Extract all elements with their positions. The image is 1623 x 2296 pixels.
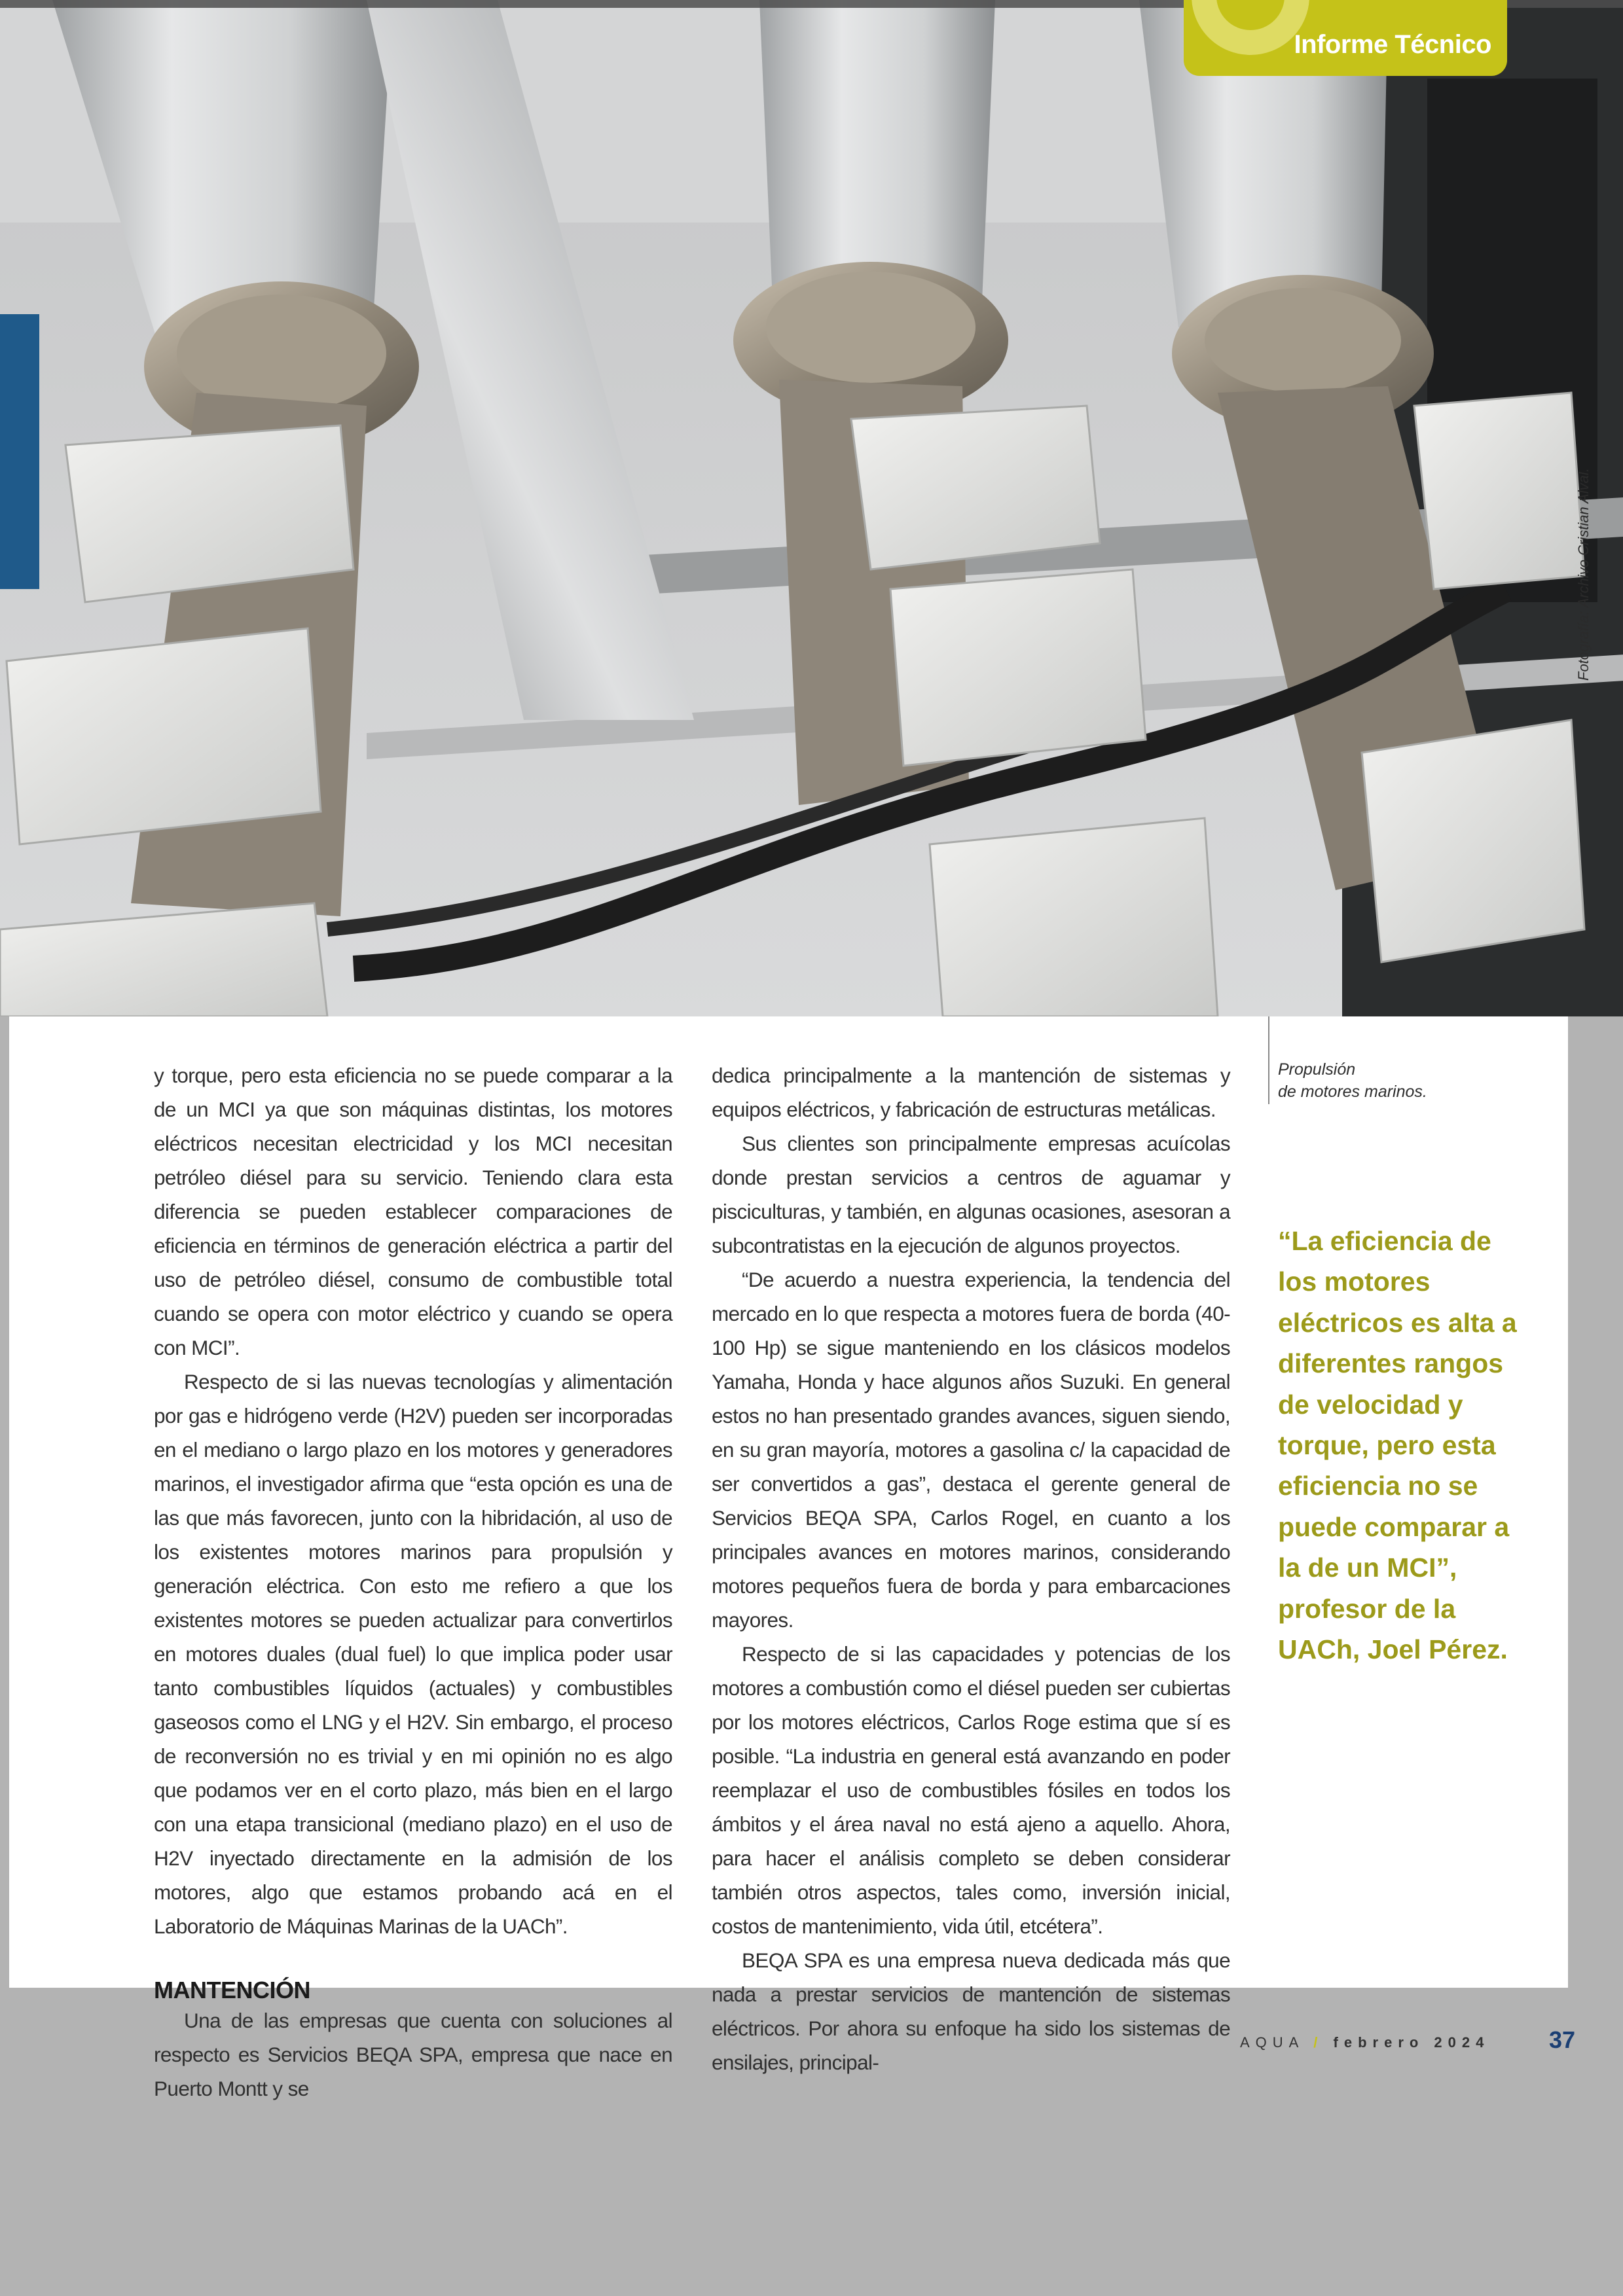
article-column-left	[154, 1058, 672, 2106]
page-number: 37	[1549, 2026, 1576, 2053]
paragraph: y torque, pero esta eficiencia no se puede comparar a la de un MCI ya que son máquinas distintas, los motores eléctricos necesitan electricidad y los MCI necesitan petróleo diésel para su servicio. Teniendo clara esta diferencia se pueden establecer comparaciones de eficiencia en términos de generación eléctrica a partir del uso de petróleo diésel, consumo de combustible total cuando se opera con motor eléctrico y cuando se opera con MCI”.	[154, 1064, 672, 1359]
pull-quote: “La eficiencia de los motores eléctricos es alta a diferentes rangos de velocidad y torque, pero esta eficiencia no se puede comparar a la de un MCI”, profesor de la UACh, Joel Pérez.	[1278, 1226, 1517, 1665]
paragraph: Respecto de si las nuevas tecnologías y alimentación por gas e hidrógeno verde (H2V) pueden ser incorporadas en el mediano o largo plazo en los motores y generadores marinos, el investigador afirma que “esta opción es una de las que más favorecen, junto con la hibridación, al uso de los existentes motores marinos para propulsión y generación eléctrica. Con esto me refiero a que los existentes motores se pueden actualizar para convertirlos en motores duales (dual fuel) lo que implica poder usar tanto combustibles líquidos (actuales) y combustibles gaseosos como el LNG y el H2V. Sin embargo, el proceso de reconversión no es trivial y en mi opinión no es algo que podamos ver en el corto plazo, más bien en el largo con una etapa transicional (mediano plazo) en el uso de H2V inyectado directamente en la admisión de los motores, algo que estamos probando acá en el Laboratorio de Máquinas Marinas de la UACh”.	[154, 1370, 672, 1938]
section-tab	[1184, 0, 1507, 76]
issue-date: febrero 2024	[1333, 2034, 1490, 2051]
marine-propulsion-illustration	[0, 0, 1623, 1016]
photo-credit: Fotografía: Archivo Cristian Alval.	[1575, 468, 1592, 681]
article-photo	[0, 0, 1623, 1016]
paragraph: dedica principalmente a la mantención de sistemas y equipos eléctricos, y fabricación de estructuras metálicas.	[712, 1064, 1230, 1121]
article-column-middle	[712, 1058, 1230, 2079]
paragraph: Respecto de si las capacidades y potencias de los motores a combustión como el diésel pueden ser cubiertas por los motores eléctricos, Carlos Roge estima que sí es posible. “La industria en general está avanzando en poder reemplazar el uso de combustibles fósiles en todos los ámbitos y el área naval no está ajeno a aquello. Ahora, para hacer el análisis completo se deben considerar también otros aspectos, tales como, inversión inicial, costos de mantenimiento, vida útil, etcétera”.	[712, 1642, 1230, 1938]
paragraph: Sus clientes son principalmente empresas acuícolas donde prestan servicios a centros de aguamar y pisciculturas, y también, en algunas ocasiones, asesoran a subcontratistas en la ejecución de algunos proyectos.	[712, 1132, 1230, 1257]
footer-publication	[1240, 2034, 1489, 2051]
paragraph: “De acuerdo a nuestra experiencia, la tendencia del mercado en lo que respecta a motores fuera de borda (40-100 Hp) se sigue manteniendo en los clásicos modelos Yamaha, Honda y hace algunos años Suzuki. En general estos no han presentado grandes avances, siguen siendo, en su gran mayoría, motores a gasolina c/ la capacidad de ser convertidos a gas”, destaca el gerente general de Servicios BEQA SPA, Carlos Rogel, en cuanto a los principales avances en motores marinos, considerando motores pequeños fuera de borda y para embarcaciones mayores.	[712, 1268, 1230, 1632]
magazine-name: AQUA	[1240, 2034, 1304, 2051]
aqua-logo-mark	[1192, 0, 1309, 55]
section-label: Informe Técnico	[1294, 30, 1491, 59]
paragraph: Una de las empresas que cuenta con soluciones al respecto es Servicios BEQA SPA, empresa que nace en Puerto Montt y se	[154, 2009, 672, 2100]
caption-divider	[1268, 1016, 1269, 1104]
photo-caption: Propulsión de motores marinos.	[1278, 1060, 1427, 1101]
subheading: MANTENCIÓN	[154, 1977, 310, 2003]
footer-separator: /	[1313, 2034, 1324, 2051]
paragraph: BEQA SPA es una empresa nueva dedicada más que nada a prestar servicios de mantención de sistemas eléctricos. Por ahora su enfoque ha sido los sistemas de ensilajes, principal-	[712, 1948, 1230, 2074]
